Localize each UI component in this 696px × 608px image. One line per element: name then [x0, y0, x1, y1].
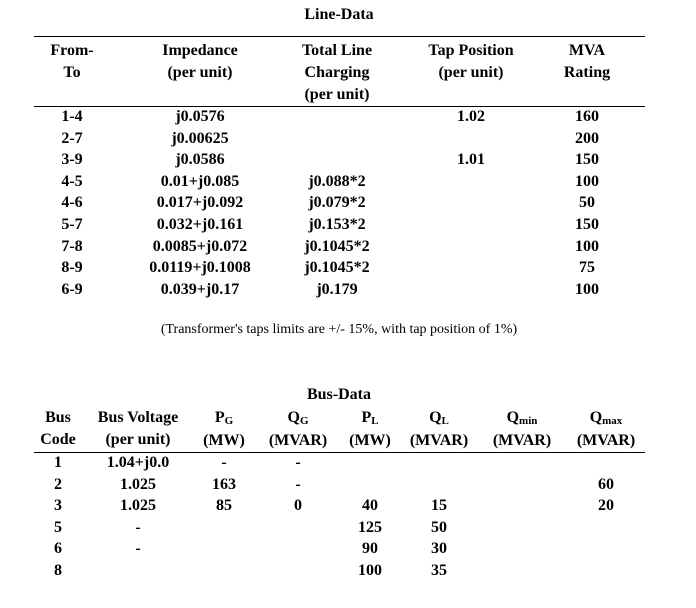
cell-mva: 200	[575, 129, 599, 147]
cell-charging: j0.179	[316, 280, 358, 298]
cell-mva: 50	[579, 194, 595, 212]
header-tap-position: Tap Position (per unit)	[428, 42, 514, 81]
header-pg: $P_G$ (MW)	[203, 409, 245, 449]
header-line-charging: Total Line Charging (per unit)	[301, 42, 373, 103]
cell-charging: j0.153*2	[308, 216, 366, 233]
cell-tap: 1.01	[457, 151, 485, 169]
header-from-to: From- To	[50, 42, 94, 81]
cell-pg: 85	[216, 497, 232, 515]
line-data-top-rule	[34, 36, 645, 37]
cell-qg: 0	[294, 497, 302, 515]
cell-pl: 125	[358, 518, 382, 536]
header-mva-rating: MVA Rating	[563, 42, 611, 81]
cell-qg: -	[295, 454, 301, 471]
cell-voltage: 1.025	[120, 475, 156, 493]
header-ql: $Q_L$ (MVAR)	[409, 409, 469, 449]
cell-impedance: 0.017+j0.092	[156, 194, 244, 212]
cell-from-to: 4-5	[61, 172, 83, 190]
cell-impedance: j0.0586	[175, 151, 225, 169]
cell-voltage: -	[135, 540, 141, 558]
cell-from-to: 1-4	[61, 108, 83, 125]
cell-mva: 160	[575, 108, 599, 125]
cell-mva: 150	[575, 216, 599, 233]
cell-charging: j0.088*2	[308, 172, 366, 190]
cell-qmax: 20	[598, 497, 614, 515]
cell-ql: 50	[431, 518, 447, 536]
cell-tap: 1.02	[457, 108, 485, 125]
cell-impedance: 0.0119+j0.1008	[149, 259, 251, 277]
cell-ql: 35	[431, 562, 447, 579]
header-qg: $Q_G$ (MVAR)	[268, 409, 328, 449]
cell-mva: 75	[579, 259, 595, 277]
header-qmin: $Q_{min}$ (MVAR)	[492, 409, 552, 449]
cell-impedance: 0.0085+j0.072	[152, 237, 248, 255]
cell-mva: 100	[575, 237, 599, 255]
cell-from-to: 5-7	[61, 216, 83, 233]
cell-pl: 90	[362, 540, 378, 558]
cell-bus: 2	[54, 475, 62, 493]
cell-impedance: j0.0576	[175, 108, 225, 125]
cell-qmax: 60	[598, 475, 614, 493]
cell-from-to: 4-6	[61, 194, 83, 212]
cell-ql: 15	[431, 497, 447, 515]
cell-mva: 100	[575, 280, 599, 298]
cell-bus: 8	[54, 562, 62, 579]
cell-qg: -	[295, 475, 301, 493]
line-data-title: Line-Data	[304, 6, 374, 23]
cell-from-to: 7-8	[61, 237, 83, 255]
transformer-tap-note: (Transformer's taps limits are +/- 15%, with tap position of 1%)	[160, 322, 518, 337]
cell-pl: 40	[362, 497, 378, 515]
cell-ql: 30	[431, 540, 447, 558]
bus-data-title: Bus-Data	[306, 386, 371, 403]
cell-charging: j0.1045*2	[304, 259, 370, 277]
cell-pg: 163	[212, 475, 236, 493]
cell-impedance: 0.032+j0.161	[156, 216, 244, 233]
cell-pg: -	[221, 454, 227, 471]
header-bus-code: Bus Code	[40, 409, 76, 448]
cell-voltage: -	[135, 518, 141, 536]
line-data-header-rule	[34, 106, 645, 107]
cell-bus: 1	[54, 454, 62, 471]
header-pl: $P_L$ (MW)	[349, 409, 391, 449]
cell-from-to: 2-7	[61, 129, 83, 147]
header-bus-voltage: Bus Voltage (per unit)	[97, 409, 179, 448]
cell-impedance: j0.00625	[171, 129, 229, 147]
cell-mva: 100	[575, 172, 599, 190]
bus-data-header-rule	[34, 452, 645, 453]
cell-from-to: 8-9	[61, 259, 83, 277]
cell-from-to: 3-9	[61, 151, 83, 169]
cell-charging: j0.079*2	[308, 194, 366, 212]
cell-bus: 5	[54, 518, 62, 536]
cell-impedance: 0.039+j0.17	[160, 280, 240, 298]
cell-charging: j0.1045*2	[304, 237, 370, 255]
cell-voltage: 1.04+j0.0	[106, 454, 170, 471]
cell-from-to: 6-9	[61, 280, 83, 298]
cell-voltage: 1.025	[120, 497, 156, 515]
cell-pl: 100	[358, 562, 382, 579]
cell-bus: 6	[54, 540, 62, 558]
cell-mva: 150	[575, 151, 599, 169]
cell-bus: 3	[54, 497, 62, 515]
header-impedance: Impedance (per unit)	[162, 42, 238, 81]
cell-impedance: 0.01+j0.085	[160, 172, 240, 190]
header-qmax: $Q_{max}$ (MVAR)	[576, 409, 636, 449]
